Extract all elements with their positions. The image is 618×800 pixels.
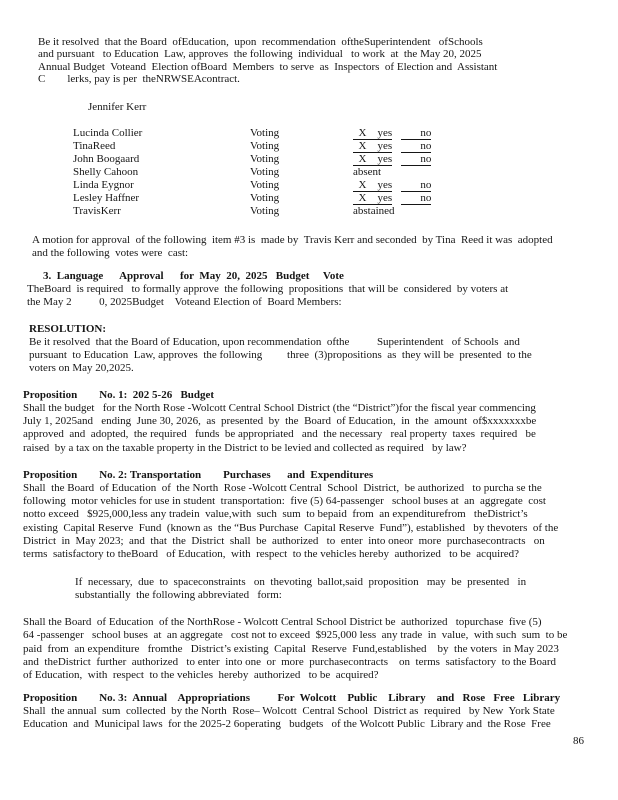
no-blankline: no [401, 152, 432, 165]
yes-checkline: X yes [353, 139, 393, 152]
text-line: Shall the Board of Education of the North Rose -Wolcott Central School District, be authorized to purcha se the [23, 481, 542, 494]
item3-paragraph [27, 283, 618, 309]
text-line: Education and Municipal laws for the 2025-2 6operating budgets of the Wolcott Public Library and the Rose Free [23, 717, 551, 730]
text-line: existing Capital Reserve Fund (known as the “Bus Purchase Capital Reserve Fund”), established by thevoters of the [23, 521, 559, 534]
text-line: notto exceed $925,000,less any tradein value,with such sum to bepaid from an expenditurefrom theDistrict’s [23, 508, 528, 521]
yes-checkline: X yes [353, 152, 393, 165]
voting-row [73, 205, 618, 218]
resolution-label: RESOLUTION: [29, 322, 107, 335]
voter-name: TinaReed [73, 139, 116, 152]
text-line: July 1, 2025and ending June 30, 2026, as presented by the Board of Education, in the amount of$xxxxxxxbe [23, 414, 537, 427]
proposition3-paragraph [23, 705, 618, 732]
vote-type-label: Voting [250, 204, 280, 217]
text-line: A motion for approval of the following item #3 is made by Travis Kerr and seconded by Tina Reed it was adopted [32, 233, 553, 246]
text-line: of Education, with respect to the vehicles hereby authorized to be acquired? [23, 669, 379, 682]
voter-name: Lesley Haffner [73, 191, 140, 204]
vote-result [353, 205, 404, 218]
text-line: the May 2 0, 2025Budget Voteand Election of Board Members: [27, 295, 342, 308]
voting-row [73, 179, 618, 192]
text-line: and the following votes were cast: [32, 246, 189, 259]
text-line: Shall the annual sum collected by the North Rose– Wolcott Central School District as required by New York State [23, 704, 555, 717]
voting-row [73, 127, 618, 140]
no-blankline: no [401, 191, 432, 204]
text-line: and pursuant to Education Law, approves the following individual to work at the May 20, 2025 [38, 48, 482, 61]
vote-result-text: abstained [353, 204, 395, 217]
vote-type-label: Voting [250, 152, 280, 165]
voter-name: Shelly Cahoon [73, 165, 139, 178]
text-line: Shall the budget for the North Rose -Wolcott Central School District (the “District”)for the fiscal year commencing [23, 401, 536, 414]
abbreviated-form-paragraph [23, 616, 618, 682]
intro-paragraph [38, 36, 618, 86]
vote-result [353, 140, 431, 153]
vote-type-label: Voting [250, 178, 280, 191]
text-line: Annual Budget Voteand Election ofBoard Members to serve as Inspectors of Election and Assistant [38, 60, 498, 73]
vote-result [353, 153, 431, 166]
text-line: and theDistrict further authorized to enter into one or more purchasecontracts on terms satisfactory to the Board [23, 656, 557, 669]
text-line: following motor vehicles for use in student transportation: five (5) 64-passenger school buses at an aggregate cost [23, 495, 546, 508]
voting-row [73, 192, 618, 205]
text-line: TheBoard is required to formally approve the following propositions that will be considered by voters at [27, 282, 509, 295]
text-line: substantially the following abbreviated form: [75, 588, 282, 601]
proposition3-heading: Proposition No. 3: Annual Appropriations For Wolcott Public Library and Rose Free Library [23, 691, 561, 704]
motion-paragraph [32, 234, 618, 260]
if-necessary-paragraph [75, 576, 618, 603]
vote-type-label: Voting [250, 126, 280, 139]
proposition2-heading: Proposition No. 2: Transportation Purchases and Expenditures [23, 468, 374, 481]
text-line: pursuant to Education Law, approves the following three (3)propositions as they will be presented to the [29, 348, 532, 361]
voter-name: Lucinda Collier [73, 126, 143, 139]
vote-result-text: absent [353, 165, 382, 178]
voting-row [73, 140, 618, 153]
yes-checkline: X yes [353, 191, 393, 204]
vote-type-label: Voting [250, 139, 280, 152]
item3-heading: 3. Language Approval for May 20, 2025 Budget Vote [43, 269, 344, 282]
vote-result [353, 179, 431, 192]
text-line: Shall the Board of Education of the NorthRose - Wolcott Central School District be authorized topurchase five (5) [23, 616, 542, 629]
text-line: voters on May 20,2025. [29, 361, 134, 374]
voting-table [73, 127, 618, 218]
text-line: District in May 2023; and that the District shall be authorized to enter into oneor more purchasecontracts on [23, 535, 545, 547]
vote-result [353, 166, 390, 179]
text-line: terms satisfactory to theBoard of Education, with respect to the vehicles hereby authorized to be acquired? [23, 548, 520, 561]
proposition1-heading: Proposition No. 1: 202 5-26 Budget [23, 388, 215, 401]
text-line: If necessary, due to spaceconstraints on thevoting ballot,said proposition may be presented in [75, 575, 527, 588]
no-blankline: no [401, 126, 432, 139]
voter-name: John Boogaard [73, 152, 140, 165]
vote-result [353, 192, 431, 205]
voter-name: TravisKerr [73, 204, 121, 217]
resolution-paragraph [29, 336, 618, 375]
proposition1-paragraph [23, 402, 618, 455]
no-blankline: no [401, 139, 432, 152]
vote-type-label: Voting [250, 191, 280, 204]
yes-checkline: X yes [353, 178, 393, 191]
no-blankline: no [401, 178, 432, 191]
page-number: 86 [573, 735, 584, 747]
text-line: paid from an expenditure fromthe District’s existing Capital Reserve Fund,established by the voters in May 2023 [23, 642, 559, 655]
voter-name: Linda Eygnor [73, 178, 134, 191]
text-line: C lerks, pay is per theNRWSEAcontract. [38, 73, 240, 86]
vote-type-label: Voting [250, 165, 280, 178]
appointee-name: Jennifer Kerr [88, 100, 147, 113]
text-line: Be it resolved that the Board ofEducation, upon recommendation oftheSuperintendent ofSchools [38, 36, 483, 48]
text-line: Be it resolved that the Board of Education, upon recommendation ofthe Superintendent of Schools and [29, 335, 520, 348]
voting-row [73, 153, 618, 166]
text-line: raised by a tax on the taxable property in the District to be levied and collected as required by law? [23, 441, 467, 454]
text-line: approved and adopted, the required funds be appropriated and the necessary real property taxes required be [23, 428, 536, 441]
voting-row [73, 166, 618, 179]
yes-checkline: X yes [353, 126, 393, 139]
vote-result [353, 127, 431, 140]
proposition2-paragraph [23, 482, 618, 562]
text-line: 64 -passenger school buses at an aggregate cost not to exceed $925,000 less any trade in value, with such sum to be [23, 629, 568, 642]
